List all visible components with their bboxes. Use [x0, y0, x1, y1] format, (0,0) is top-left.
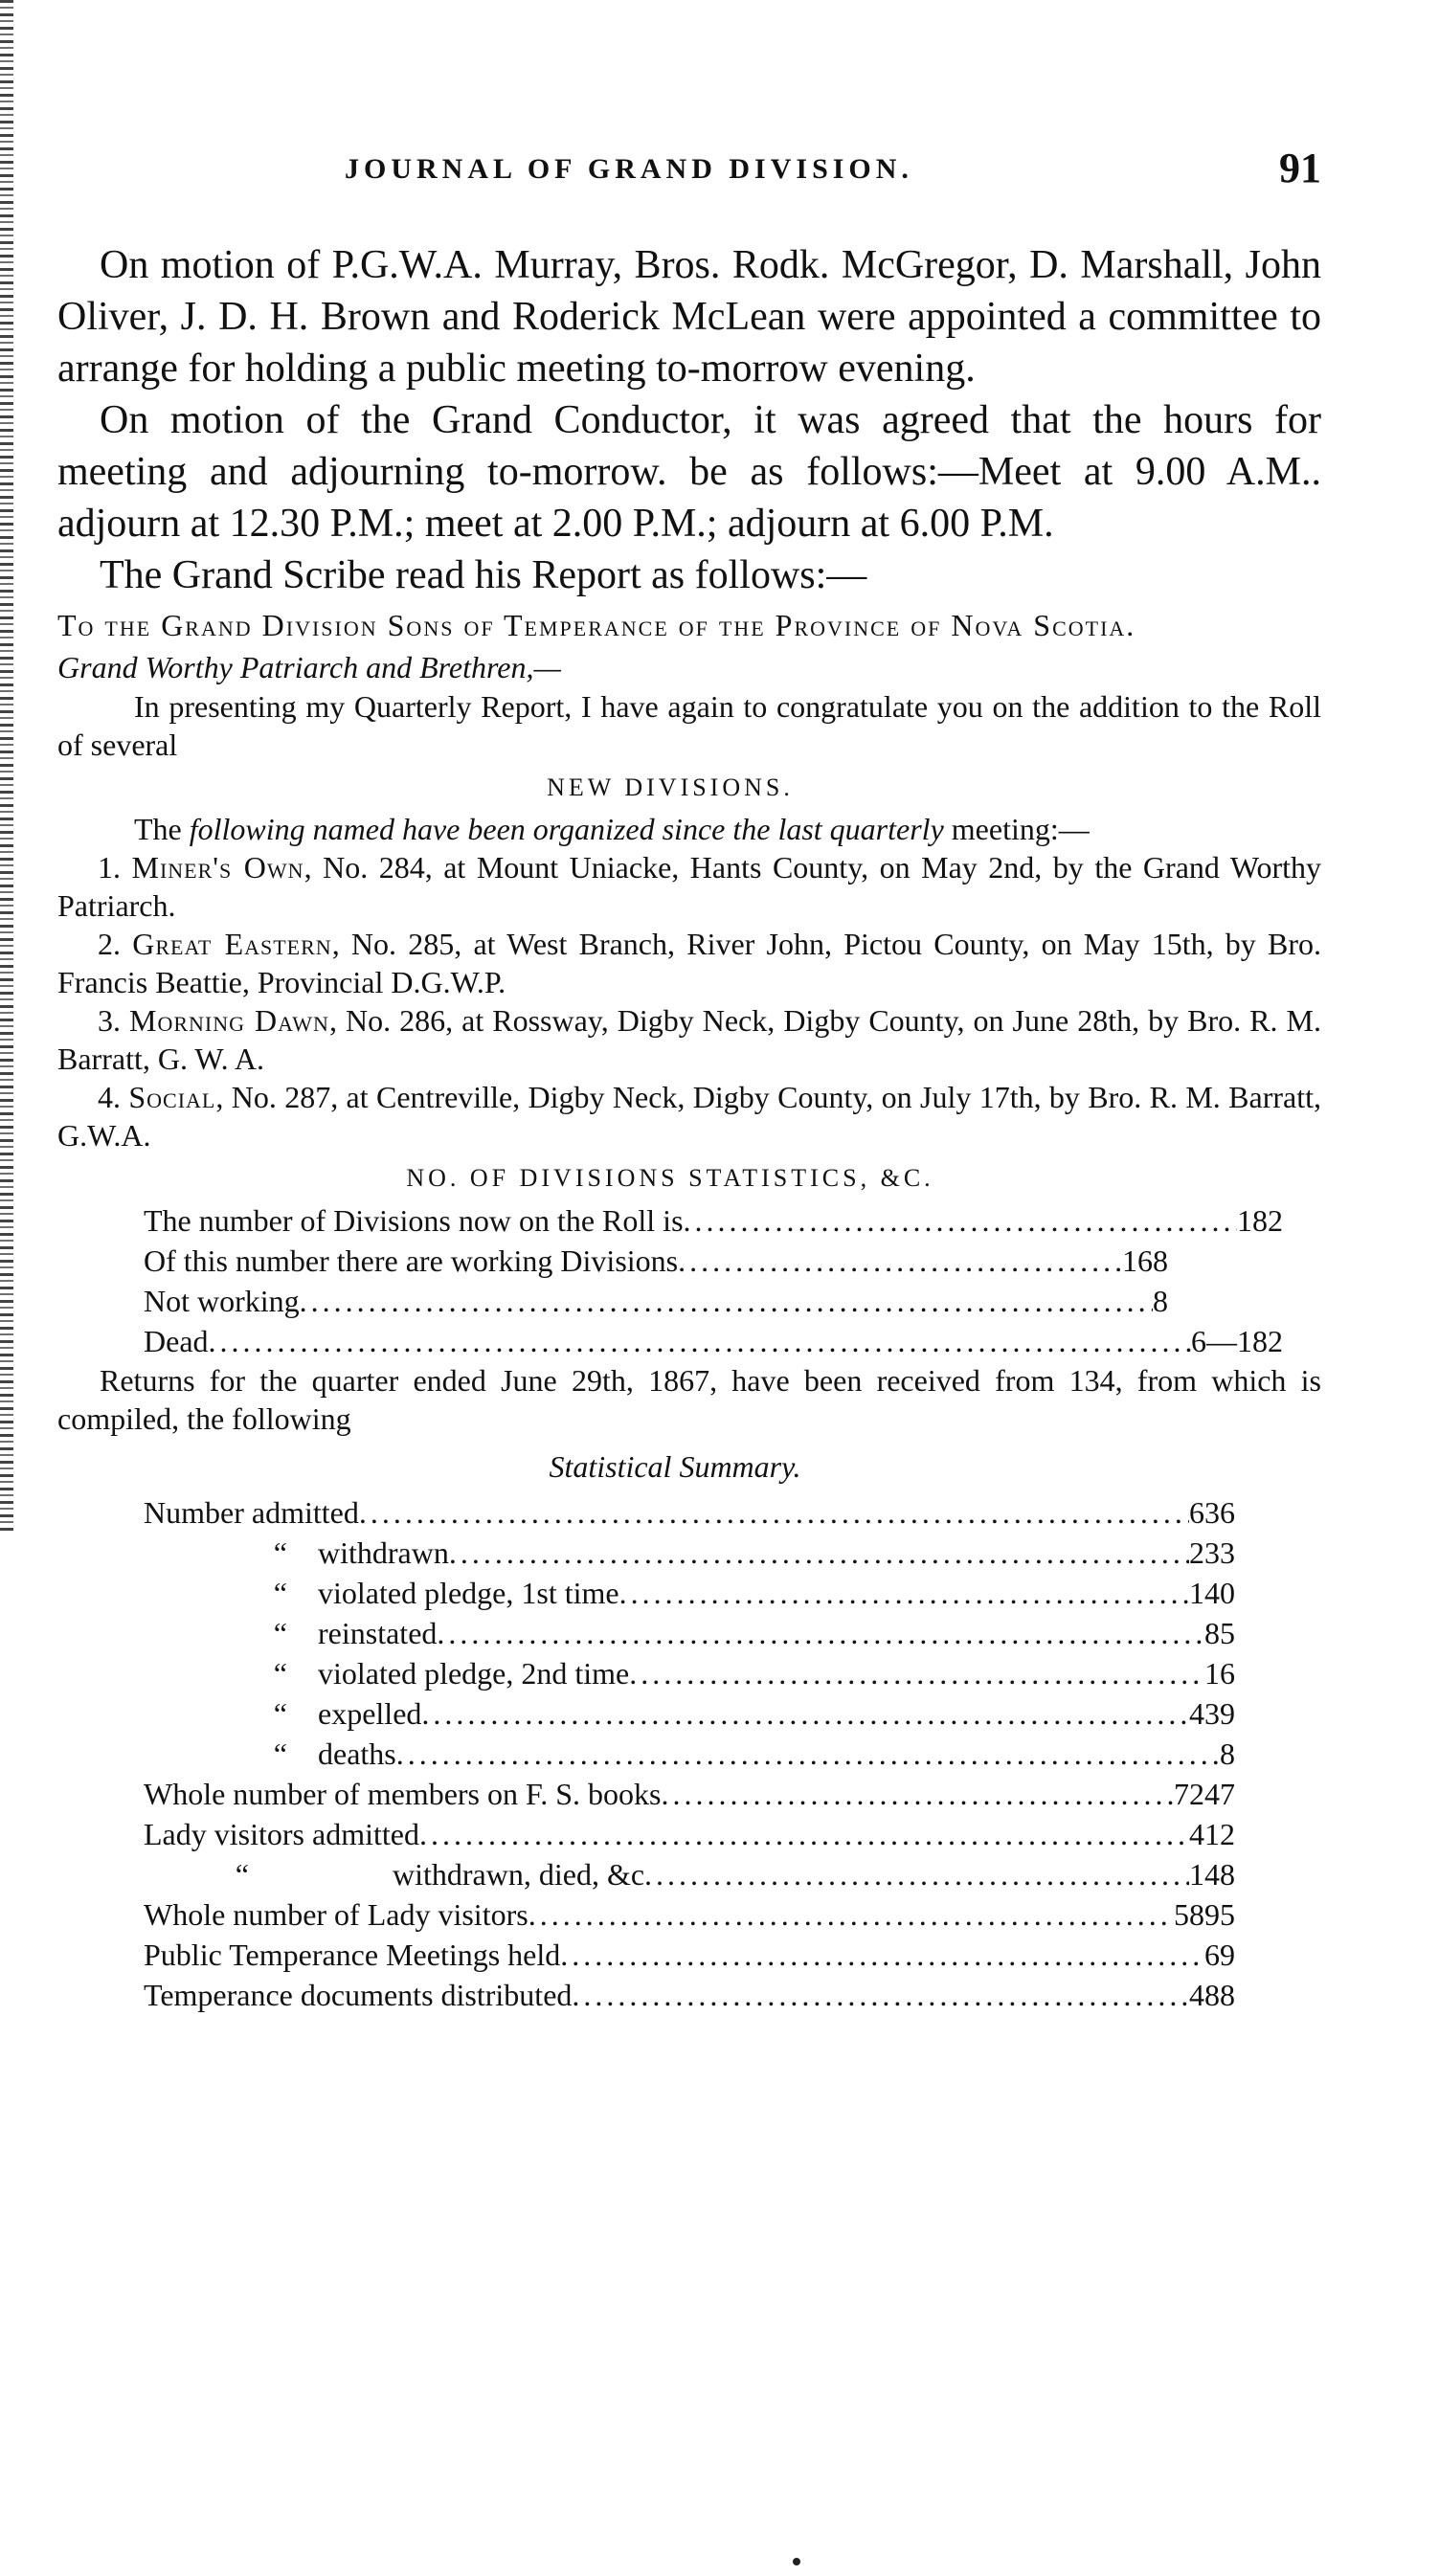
- division-item: [57, 1001, 1321, 1078]
- summary-text: Whole number of Lady visitors: [144, 1897, 528, 1932]
- summary-value: 16: [1204, 1656, 1235, 1691]
- division-item: [57, 925, 1321, 1001]
- division-item: [57, 1078, 1321, 1154]
- division-name: Morning Dawn: [129, 1003, 329, 1038]
- summary-value: 148: [1189, 1857, 1235, 1892]
- summary-value: 7247: [1174, 1777, 1235, 1811]
- stat-label: Of this number there are working Divisions: [144, 1243, 679, 1278]
- leader-dots: [300, 1281, 1153, 1321]
- division-stats: [57, 1200, 1283, 1361]
- print-speck: [793, 2558, 800, 2565]
- stat-label: The number of Divisions now on the Roll is: [144, 1203, 684, 1238]
- ditto-mark: “: [273, 1576, 287, 1610]
- leader-dots: [572, 1975, 1189, 2015]
- stat-value: 182: [1237, 1203, 1283, 1238]
- summary-label: [144, 1693, 421, 1734]
- leader-dots: [678, 1241, 1122, 1281]
- division-name: Great Eastern: [132, 927, 332, 961]
- stat-value: 168: [1122, 1243, 1168, 1278]
- summary-value: 439: [1189, 1696, 1235, 1731]
- summary-label: [144, 1573, 619, 1613]
- summary-label: [144, 1975, 572, 2015]
- stat-value: 6—182: [1191, 1324, 1283, 1358]
- division-number: 2.: [98, 927, 121, 961]
- ditto-mark: “: [273, 1656, 287, 1691]
- summary-value: 412: [1189, 1817, 1235, 1851]
- summary-row: [144, 1573, 1235, 1613]
- division-item: [57, 848, 1321, 925]
- summary-row: [144, 1935, 1235, 1975]
- summary-text: withdrawn, died, &c: [393, 1857, 645, 1892]
- ditto-mark: “: [273, 1616, 287, 1650]
- summary-prefix: Number: [144, 1495, 244, 1530]
- summary-label: [144, 1814, 419, 1854]
- ditto-mark: “: [273, 1535, 287, 1570]
- lead-italic: following named have been organized since the last quarterly: [189, 812, 944, 846]
- summary-heading: Statistical Summary.: [549, 1449, 801, 1484]
- division-name: Social: [128, 1080, 216, 1114]
- summary-value: 85: [1204, 1616, 1235, 1650]
- page-number: 91: [1279, 145, 1321, 191]
- ditto-mark: “: [235, 1857, 249, 1892]
- leader-dots: [528, 1894, 1174, 1935]
- summary-row: [144, 1533, 1235, 1573]
- leader-dots: [629, 1653, 1204, 1693]
- paragraph-committee-motion: On motion of P.G.W.A. Murray, Bros. Rodk. McGregor, D. Marshall, John Oliver, J. D. H. Brown and Roderick McLean were appointed a committee to arrange for holding a public meeting to-morrow evening.: [57, 243, 1321, 391]
- new-divisions-lead: [57, 810, 1321, 848]
- summary-label: [144, 1653, 629, 1693]
- ditto-mark: “: [273, 1736, 287, 1771]
- page-body: [57, 239, 1321, 2015]
- summary-value: 8: [1220, 1736, 1235, 1771]
- summary-value: 140: [1189, 1576, 1235, 1610]
- division-number: 1.: [98, 850, 121, 885]
- summary-text: Public Temperance Meetings held: [144, 1938, 561, 1972]
- leader-dots: [437, 1613, 1204, 1653]
- report-salutation: Grand Worthy Patriarch and Brethren,—: [57, 650, 561, 684]
- summary-text: Temperance documents distributed: [144, 1978, 573, 2012]
- stat-row: [144, 1241, 1283, 1281]
- leader-dots: [661, 1774, 1174, 1814]
- division-stats-heading: NO. OF DIVISIONS STATISTICS, &C.: [406, 1164, 934, 1192]
- leader-dots: [421, 1693, 1189, 1734]
- summary-text: deaths: [318, 1736, 396, 1771]
- report-intro: In presenting my Quarterly Report, I have again to congratulate you on the addition to the Roll of several: [57, 689, 1321, 762]
- leader-dots: [359, 1492, 1189, 1533]
- division-number: 4.: [98, 1080, 121, 1114]
- summary-text: violated pledge, 1st time: [318, 1576, 619, 1610]
- summary-label: [144, 1533, 449, 1573]
- summary-label: [144, 1613, 437, 1653]
- statistical-summary: [57, 1492, 1235, 2015]
- stat-row: [144, 1321, 1283, 1361]
- summary-row: [144, 1854, 1235, 1894]
- leader-dots: [644, 1854, 1189, 1894]
- page-header: [57, 144, 1321, 201]
- summary-text: admitted: [251, 1495, 359, 1530]
- division-details: , No. 287, at Centreville, Digby Neck, Digby County, on July 17th, by Bro. R. M. Barratt, G.W.A.: [57, 1080, 1322, 1153]
- summary-label: [144, 1854, 644, 1894]
- stat-row: [144, 1200, 1283, 1241]
- leader-dots: [619, 1573, 1189, 1613]
- summary-value: 636: [1189, 1495, 1235, 1530]
- leader-dots: [684, 1200, 1237, 1241]
- summary-label: [144, 1935, 560, 1975]
- summary-text: withdrawn: [318, 1535, 449, 1570]
- summary-row: [144, 1492, 1235, 1533]
- summary-row: [144, 1774, 1235, 1814]
- division-name: Miner's Own: [131, 850, 304, 885]
- stat-label: Not working: [144, 1284, 300, 1318]
- binding-edge: [0, 0, 13, 1532]
- division-details: , No. 285, at West Branch, River John, Pictou County, on May 15th, by Bro. Francis Beattie, Provincial D.G.W.P.: [57, 927, 1322, 999]
- ditto-mark: “: [273, 1696, 287, 1731]
- summary-row: [144, 1975, 1235, 2015]
- summary-row: [144, 1653, 1235, 1693]
- leader-dots: [396, 1734, 1220, 1774]
- lead-end: meeting:—: [943, 812, 1090, 846]
- summary-row: [144, 1814, 1235, 1854]
- stat-row: [144, 1281, 1283, 1321]
- lead-plain: The: [134, 812, 190, 846]
- leader-dots: [419, 1814, 1189, 1854]
- running-head: JOURNAL OF GRAND DIVISION.: [345, 153, 913, 185]
- summary-value: 233: [1189, 1535, 1235, 1570]
- summary-row: [144, 1734, 1235, 1774]
- summary-row: [144, 1693, 1235, 1734]
- summary-text: Lady visitors admitted: [144, 1817, 419, 1851]
- summary-text: violated pledge, 2nd time: [318, 1656, 630, 1691]
- summary-text: Whole number of members on F. S. books: [144, 1777, 662, 1811]
- report-address: To the Grand Division Sons of Temperance of the Province of Nova Scotia.: [57, 608, 1136, 642]
- summary-label: [144, 1734, 396, 1774]
- summary-row: [144, 1894, 1235, 1935]
- leader-dots: [449, 1533, 1189, 1573]
- paragraph-report-intro: The Grand Scribe read his Report as follows:—: [100, 553, 867, 597]
- stat-value: 8: [1153, 1284, 1168, 1318]
- summary-value: 488: [1189, 1978, 1235, 2012]
- summary-value: 5895: [1174, 1897, 1235, 1932]
- returns-paragraph: Returns for the quarter ended June 29th, 1867, have been received from 134, from which is compiled, the following: [57, 1363, 1321, 1436]
- division-details: , No. 284, at Mount Uniacke, Hants County, on May 2nd, by the Grand Worthy Patriarch.: [57, 850, 1322, 923]
- summary-value: 69: [1204, 1938, 1235, 1972]
- summary-label: [144, 1492, 359, 1533]
- summary-label: [144, 1894, 528, 1935]
- stat-label: Dead: [144, 1324, 209, 1358]
- summary-label: [144, 1774, 661, 1814]
- summary-row: [144, 1613, 1235, 1653]
- paragraph-meeting-hours: On motion of the Grand Conductor, it was agreed that the hours for meeting and adjourning to-morrow. be as follows:—Meet at 9.00 A.M.. adjourn at 12.30 P.M.; meet at 2.00 P.M.; adjourn at 6.00 P.M.: [57, 398, 1321, 546]
- summary-text: reinstated: [318, 1616, 438, 1650]
- new-divisions-heading: NEW DIVISIONS.: [547, 773, 794, 801]
- leader-dots: [209, 1321, 1191, 1361]
- division-details: , No. 286, at Rossway, Digby Neck, Digby County, on June 28th, by Bro. R. M. Barratt, G. W. A.: [57, 1003, 1322, 1076]
- summary-text: expelled: [318, 1696, 422, 1731]
- division-number: 3.: [98, 1003, 121, 1038]
- leader-dots: [560, 1935, 1204, 1975]
